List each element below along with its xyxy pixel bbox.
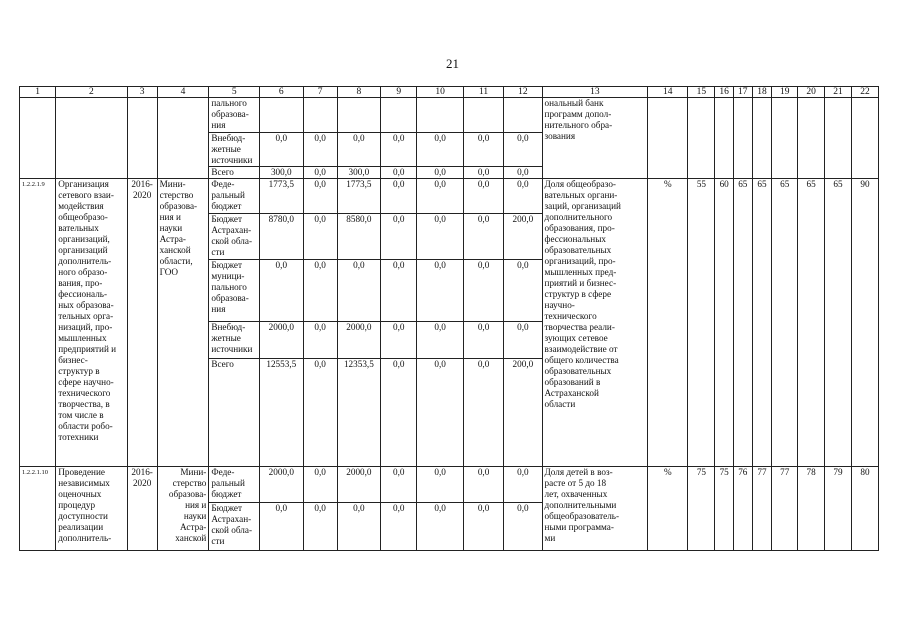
amount-cell: 0,0: [381, 133, 417, 167]
amount-cell: 0,0: [303, 322, 337, 359]
table-row: [20, 179, 879, 214]
amount-cell: 12353,5: [337, 359, 380, 467]
amount-cell: 0,0: [260, 503, 303, 551]
amount-cell: 0,0: [381, 179, 417, 214]
empty-cell: [127, 98, 157, 179]
amount-cell: 0,0: [417, 167, 464, 179]
amount-cell: 12553,5: [260, 359, 303, 467]
amount-cell: 0,0: [417, 179, 464, 214]
amount-cell: 0,0: [417, 359, 464, 467]
col-number: 19: [772, 87, 798, 98]
amount-cell: 0,0: [504, 133, 542, 167]
target-cell: 76: [733, 467, 752, 551]
col-number: 10: [417, 87, 464, 98]
amount-cell: 0,0: [303, 260, 337, 322]
col-number: 7: [303, 87, 337, 98]
funding-source: Бюджет Астрахан- ской обла- сти: [209, 214, 260, 260]
amount-cell: 0,0: [504, 503, 542, 551]
amount-cell: 0,0: [417, 322, 464, 359]
col-number: 11: [463, 87, 503, 98]
table-row: [20, 467, 879, 503]
target-cell: 65: [798, 179, 825, 467]
item-period: 2016- 2020: [127, 179, 157, 467]
amount-cell: 0,0: [337, 260, 380, 322]
amount-cell: 0,0: [463, 322, 503, 359]
col-number: 8: [337, 87, 380, 98]
target-cell: 80: [851, 467, 878, 551]
indicator-cell: Доля общеобразо- вательных органи- заций, организаций дополнительного образования, про- фессиональных образовательных организаций, про- мышленных пред- приятий и бизнес- структур в сфере научно- технического творчества реали- зующих сетевое взаимодействие от общего количества образовательных образований в Астраханской области: [542, 179, 648, 467]
amount-cell: 0,0: [303, 133, 337, 167]
target-cell: 90: [851, 179, 878, 467]
col-number: 1: [20, 87, 56, 98]
col-number: 14: [648, 87, 688, 98]
item-executor: Мини- стерство образова- ния и науки Астра- ханской: [157, 467, 209, 551]
empty-cell: [157, 98, 209, 179]
funding-source: Феде- ральный бюджет: [209, 179, 260, 214]
amount-cell: 0,0: [303, 179, 337, 214]
funding-source: Бюджет Астрахан- ской обла- сти: [209, 503, 260, 551]
col-number: 3: [127, 87, 157, 98]
amount-cell: 0,0: [463, 179, 503, 214]
amount-cell: 2000,0: [337, 467, 380, 503]
col-number: 20: [798, 87, 825, 98]
unit-cell: %: [648, 467, 688, 551]
amount-cell: 300,0: [260, 167, 303, 179]
target-cell: 77: [752, 467, 772, 551]
amount-cell: 0,0: [381, 167, 417, 179]
amount-cell: 0,0: [417, 503, 464, 551]
amount-cell: 0,0: [417, 133, 464, 167]
unit-cell: %: [648, 179, 688, 467]
amount-cell: 0,0: [417, 214, 464, 260]
col-number: 17: [733, 87, 752, 98]
empty-cell: [20, 98, 56, 179]
amount-cell: 200,0: [504, 214, 542, 260]
amount-cell: 0,0: [463, 503, 503, 551]
amount-cell: 0,0: [504, 322, 542, 359]
amount-cell: 0,0: [504, 179, 542, 214]
amount-cell: 2000,0: [260, 467, 303, 503]
amount-cell: 0,0: [260, 133, 303, 167]
target-cell: 65: [752, 179, 772, 467]
target-cell: 78: [798, 467, 825, 551]
amount-cell: 0,0: [303, 214, 337, 260]
col-number: 21: [825, 87, 852, 98]
target-cell: 75: [688, 467, 715, 551]
empty-cell: [56, 98, 127, 179]
amount-cell: 2000,0: [260, 322, 303, 359]
amount-cell: 0,0: [463, 214, 503, 260]
target-cell: 79: [825, 467, 852, 551]
amount-cell: 8580,0: [337, 214, 380, 260]
target-cell: 65: [825, 179, 852, 467]
amount-cell: 0,0: [381, 322, 417, 359]
funding-source: Феде- ральный бюджет: [209, 467, 260, 503]
funding-source: Внебюд- жетные источники: [209, 133, 260, 167]
amount-cell: 0,0: [381, 214, 417, 260]
target-cell: 65: [733, 179, 752, 467]
amount-cell: 0,0: [463, 467, 503, 503]
target-cell: 65: [772, 179, 798, 467]
amount-cell: 0,0: [463, 167, 503, 179]
col-number: 18: [752, 87, 772, 98]
amount-cell: 0,0: [381, 503, 417, 551]
amount-cell: 0,0: [463, 260, 503, 322]
col-number: 13: [542, 87, 648, 98]
amount-cell: 8780,0: [260, 214, 303, 260]
indicator-cell: ональный банк программ допол- нительного обра- зования: [542, 98, 648, 179]
col-number: 15: [688, 87, 715, 98]
amount-cell: 0,0: [381, 260, 417, 322]
amount-cell: 0,0: [303, 503, 337, 551]
funding-source: пального образова- ния: [209, 98, 260, 133]
col-number: 12: [504, 87, 542, 98]
amount-cell: 0,0: [417, 467, 464, 503]
target-cell: 55: [688, 179, 715, 467]
amount-cell: 300,0: [337, 167, 380, 179]
amount-cell: 0,0: [303, 467, 337, 503]
item-executor: Мини- стерство образова- ния и науки Астра- ханской области, ГОО: [157, 179, 209, 467]
item-id: 1.2.2.1.9: [20, 179, 56, 467]
amount-cell: 0,0: [381, 359, 417, 467]
amount-cell: 0,0: [337, 133, 380, 167]
funding-source: Всего: [209, 167, 260, 179]
item-period: 2016- 2020: [127, 467, 157, 551]
amount-cell: 1773,5: [337, 179, 380, 214]
amount-cell: 0,0: [260, 260, 303, 322]
target-cell: 75: [715, 467, 734, 551]
amount-cell: 0,0: [417, 260, 464, 322]
item-id: 1.2.2.1.10: [20, 467, 56, 551]
target-cell: 60: [715, 179, 734, 467]
col-number: 2: [56, 87, 127, 98]
col-number: 9: [381, 87, 417, 98]
program-table: [19, 86, 879, 551]
amount-cell: 0,0: [504, 167, 542, 179]
amount-cell: 0,0: [303, 167, 337, 179]
amount-cell: 0,0: [303, 359, 337, 467]
table-row: [20, 98, 879, 133]
item-name: Организация сетевого взаи- модействия общеобразо- вательных организаций, организаций дополнитель- ного образо- вания, про- фессиональ- ных образова- тельных орга- низаций, про- мышленных предприятий и бизнес- структур в сфере научно- технического творчества, в том числе в области робо- тотехники: [56, 179, 127, 467]
amount-cell: 0,0: [337, 503, 380, 551]
amount-cell: 0,0: [463, 133, 503, 167]
indicator-cell: Доля детей в воз- расте от 5 до 18 лет, охваченных дополнительными общеобразователь- ными программа- ми: [542, 467, 648, 551]
amount-cell: 2000,0: [337, 322, 380, 359]
col-number: 16: [715, 87, 734, 98]
amount-cell: 0,0: [504, 467, 542, 503]
funding-source: Бюджет муници- пального образова- ния: [209, 260, 260, 322]
col-number: 22: [851, 87, 878, 98]
col-number: 6: [260, 87, 303, 98]
item-name: Проведение независимых оценочных процедур доступности реализации дополнитель-: [56, 467, 127, 551]
page-number: 21: [446, 56, 459, 71]
column-numbers-row: [20, 87, 879, 98]
col-number: 4: [157, 87, 209, 98]
funding-source: Всего: [209, 359, 260, 467]
col-number: 5: [209, 87, 260, 98]
amount-cell: 0,0: [381, 467, 417, 503]
amount-cell: 0,0: [463, 359, 503, 467]
funding-source: Внебюд- жетные источники: [209, 322, 260, 359]
amount-cell: 1773,5: [260, 179, 303, 214]
amount-cell: 0,0: [504, 260, 542, 322]
target-cell: 77: [772, 467, 798, 551]
amount-cell: 200,0: [504, 359, 542, 467]
